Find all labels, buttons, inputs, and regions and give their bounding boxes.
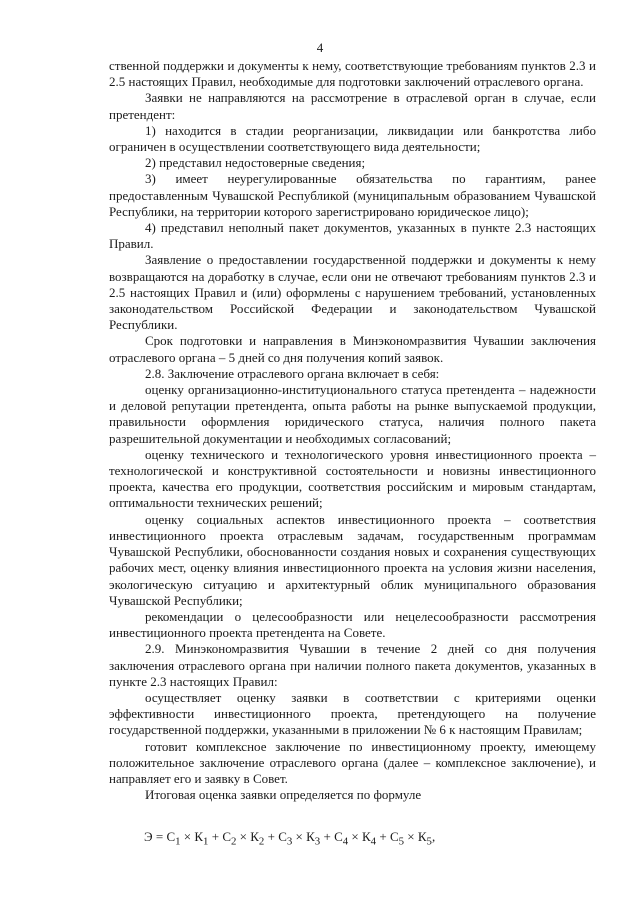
formula-plus: + [323,829,335,844]
formula-plus: + [379,829,390,844]
formula-plus: + [211,829,223,844]
formula-term: $С_2 \times К_2$ [222,829,265,848]
section-2-9-heading: 2.9. Минэкономразвития Чувашии в течение 2 дней со дня получения заключения отраслевого органа при наличии полного пакета документов, указанных в пункте 2.3 настоящих Правил: [109,641,596,689]
formula-term: $С_3 \times К_3$ [278,829,321,848]
page-number: 4 [316,40,324,55]
list-item-2: 2) представил недостоверные сведения; [145,155,366,171]
paragraph: Итоговая оценка заявки определяется по формуле [145,787,422,803]
list-item-4: 4) представил неполный пакет документов, указанных в пункте 2.3 настоящих Правил. [109,220,596,252]
formula-trailing: , [431,829,436,844]
paragraph: оценку социальных аспектов инвестиционного проекта – соответствия инвестиционного проекта отраслевым задачам, государственным программам Чувашской Республики, обоснованности создания новых и сохранения существующих рабочих мест, оценку влияния инвестиционного проекта на условия жизни населения, экологическую ситуацию и архитектурный облик муниципального образования Чувашской Республики; [109,511,596,608]
paragraph: Заявление о предоставлении государственной поддержки и документы к нему возвращаются на доработку в случае, если они не отвечают требованиям пунктов 2.3 и 2.5 настоящих Правил и (или) оформлены с нарушением требований, установленных законодательством Российской Федерации и законодательством Чувашской Республики. [109,252,596,333]
formula-term: $С_1 \times К_1$ [166,829,209,848]
list-item-3: 3) имеет неурегулированные обязательства по гарантиям, ранее предоставленным Чувашской Республикой (муниципальным образованием Чувашской Республики, на территории которого зарегистрировано юридическое лицо); [109,171,596,219]
formula-equals: = [155,829,167,844]
paragraph: рекомендации о целесообразности или нецелесообразности рассмотрения инвестиционного проекта претендента на Совете. [109,608,596,641]
paragraph: Заявки не направляются на рассмотрение в отраслевой орган в случае, если претендент: [109,90,596,122]
formula-lhs: Э [144,829,153,844]
paragraph: Срок подготовки и направления в Минэкономразвития Чувашии заключения отраслевого органа – 5 дней со дня получения копий заявок. [109,333,596,365]
paragraph: осуществляет оценку заявки в соответствии с критериями оценки эффективности инвестиционного проекта, претендующего на получение государственной поддержки, указанными в приложении № 6 к настоящим Правилам; [109,689,596,738]
paragraph: готовит комплексное заключение по инвестиционному проекту, имеющему положительное заключение отраслевого органа (далее – комплексное заключение), и направляет его и заявку в Совет. [109,738,596,786]
formula-term: $С_4 \times К_4$ [334,829,377,848]
evaluation-formula [144,829,435,850]
paragraph-continuation: ственной поддержки и документы к нему, соответствующие требованиям пунктов 2.3 и 2.5 настоящих Правил, необходимые для подготовки заключений отраслевого органа. [109,58,596,90]
formula-term: $С_5 \times К_5$ [389,829,432,848]
paragraph: оценку технического и технологического уровня инвестиционного проекта – технологической и конструктивной состоятельности и новизны инвестиционного проекта, качества его продукции, соответствия российским и мировым стандартам, оптимальности технических решений; [109,446,596,511]
list-item-1: 1) находится в стадии реорганизации, ликвидации или банкротства либо ограничен в осуществлении соответствующего вида деятельности; [109,122,596,155]
document-body [109,58,596,803]
formula-plus: + [267,829,279,844]
section-2-8-heading: 2.8. Заключение отраслевого органа включает в себя: [145,365,440,381]
paragraph: оценку организационно-институционального статуса претендента – надежности и деловой репутации претендента, опыта работы на рынке выпускаемой продукции, правильности оформления юридического статуса, наличия полного пакета разрешительной документации и необходимых согласований; [109,382,596,446]
